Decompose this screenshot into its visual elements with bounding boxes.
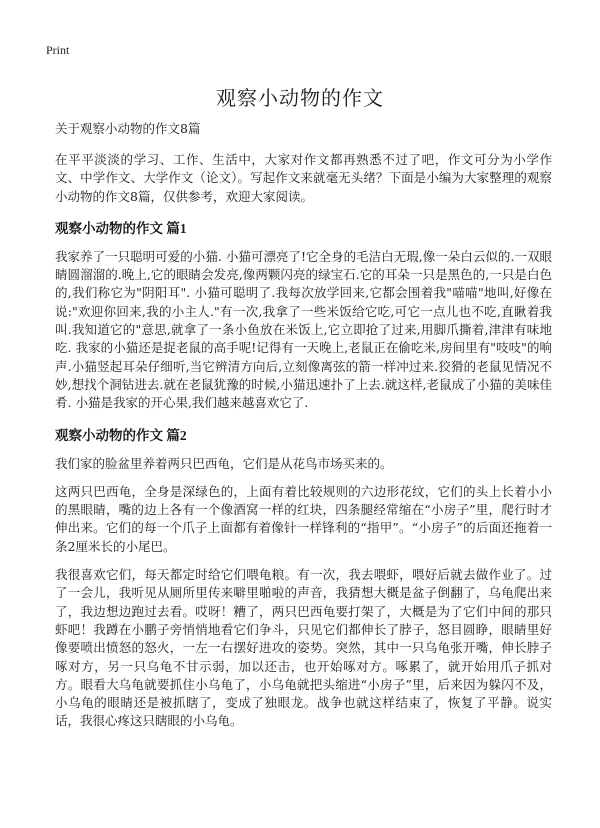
section-paragraph: 我家养了一只聪明可爱的小猫. 小猫可漂亮了!它全身的毛洁白无瑕,像一朵白云似的.一双眼睛圆溜溜的.晚上,它的眼睛会发亮,像两颗闪亮的绿宝石.它的耳朵一只是黑色的,一只是白色的,我们称它为"阴阳耳". 小猫可聪明了.我每次放学回来,它都会围着我"喵喵"地叫,好像在说:"欢迎你回来,我的小主人."有一次,我拿了一些米饭给它吃,可它一点儿也不吃,直瞅着我叫.我知道它的"意思,就拿了一条小鱼放在米饭上,它立即抢了过来,用脚爪撕着,津津有味地吃. 我家的小猫还是捉老鼠的高手呢!记得有一天晚上,老鼠正在偷吃米,房间里有"吱吱"的响声.小猫竖起耳朵仔细听,当它辨清方向后,立刻像离弦的箭一样冲过来.狡猾的老鼠见情况不妙,想找个洞钻进去.就在老鼠犹豫的时候,小猫迅速扑了上去.就这样,老鼠成了小猫的美味佳肴. 小猫是我家的开心果,我们越来越喜欢它了. bbox=[55, 248, 552, 411]
section-1 bbox=[55, 220, 552, 413]
article-subtitle: 关于观察小动物的作文8篇 bbox=[55, 121, 201, 136]
page-title: 观察小动物的作文 bbox=[216, 86, 384, 110]
article-body bbox=[55, 120, 552, 741]
section-2 bbox=[55, 427, 552, 731]
intro-paragraph: 在平平淡淡的学习、工作、生活中，大家对作文都再熟悉不过了吧，作文可分为小学作文、中学作文、大学作文（论文）。写起作文来就毫无头绪？下面是小编为大家整理的观察小动物的作文8篇，仅供参考，欢迎大家阅读。 bbox=[55, 152, 552, 204]
section-heading: 观察小动物的作文 篇1 bbox=[55, 220, 187, 236]
section-paragraph: 我很喜欢它们，每天都定时给它们喂龟粮。有一次，我去喂虾，喂好后就去做作业了。过了一会儿，我听见从厕所里传来噼里啪啦的声音，我猜想大概是盆子倒翻了，乌龟爬出来了，我边想边跑过去看。哎呀！糟了，两只巴西龟要打架了，大概是为了它们中间的那只虾吧！我蹲在小鹏子旁悄悄地看它们争斗，只见它们都伸长了脖子，怒目圆睁，眼睛里好像要喷出愤怒的怒火，一左一右摆好进攻的姿势。突然，其中一只乌龟张开嘴，伸长脖子啄对方，另一只乌龟不甘示弱，加以还击，也开始啄对方。啄累了，就开始用爪子抓对方。眼看大乌龟就要抓住小乌龟了，小乌龟就把头缩进“小房子”里，后来因为躲闪不及，小乌龟的眼睛还是被抓瞎了，变成了独眼龙。战争也就这样结束了，恢复了平静。说实话，我很心疼这只瞎眼的小乌龟。 bbox=[55, 567, 552, 729]
print-link[interactable]: Print bbox=[46, 43, 70, 57]
section-paragraph: 我们家的脸盆里养着两只巴西龟，它们是从花鸟市场买来的。 bbox=[55, 455, 393, 471]
section-paragraph: 这两只巴西龟，全身是深绿色的，上面有着比较规则的六边形花纹，它们的头上长着小小的黑眼睛，嘴的边上各有一个像酒窝一样的红块，四条腿经常缩在“小房子”里，爬行时才伸出来。它们的每一个爪子上面都有着像针一样锋利的“指甲”。“小房子”的后面还拖着一条2厘米长的小尾巴。 bbox=[55, 483, 552, 554]
section-heading: 观察小动物的作文 篇2 bbox=[55, 427, 187, 443]
